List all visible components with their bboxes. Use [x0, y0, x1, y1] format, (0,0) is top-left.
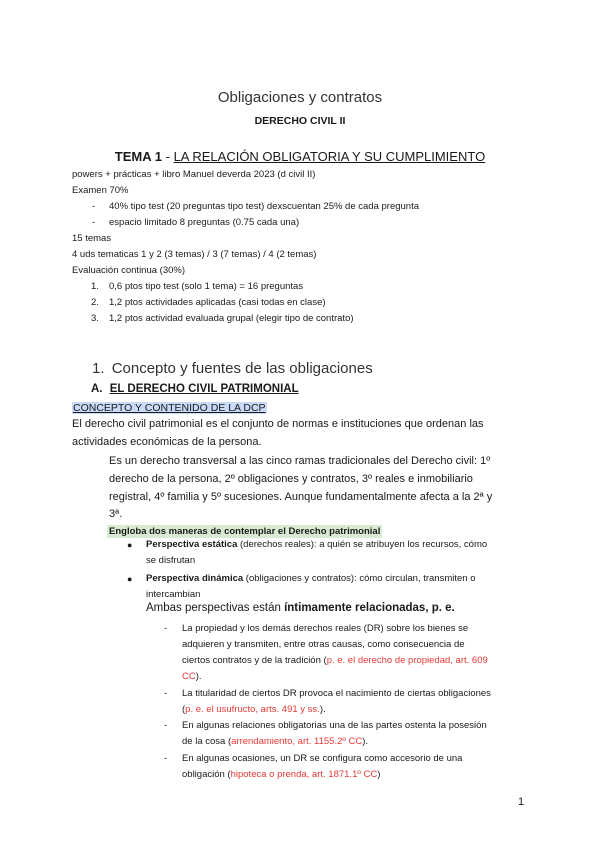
bullet-dot-icon: ● [127, 540, 133, 550]
dash-bullet: - [164, 753, 168, 764]
legal-reference: hipoteca o prenda, art. 1871.1º CC [230, 769, 378, 780]
perspective-name: Perspectiva dinámica [146, 573, 244, 584]
section-heading [92, 360, 373, 377]
perspective-desc: (derechos reales): a quién se atribuyen los recursos, cómo [237, 539, 488, 550]
example-line: La titularidad de ciertos DR provoca el nacimiento de ciertas obligaciones [182, 688, 491, 699]
eval-item-number: 3. [91, 313, 99, 324]
section-title: Concepto y fuentes de las obligaciones [111, 360, 373, 377]
tema-separator: - [162, 149, 174, 164]
dash-bullet: - [164, 623, 168, 634]
example-line [182, 653, 488, 669]
exam-item: 40% tipo test (20 preguntas tipo test) dexscuentan 25% de cada pregunta [109, 201, 420, 212]
temas-count: 15 temas [72, 233, 112, 244]
paragraph-line: El derecho civil patrimonial es el conjunto de normas e instituciones que ordenan las [72, 418, 484, 430]
example-line: En algunas relaciones obligatorias una de las partes ostenta la posesión [182, 720, 487, 731]
perspective-name: Perspectiva estática [146, 539, 238, 550]
subsection-heading [91, 383, 299, 395]
exam-label: Examen 70% [72, 185, 129, 196]
dash-bullet: - [92, 201, 96, 212]
dash-bullet: - [92, 217, 96, 228]
legal-reference: CC [182, 671, 196, 682]
eval-item: 1,2 ptos actividades aplicadas (casi todas en clase) [109, 297, 326, 308]
dcp-heading: CONCEPTO Y CONTENIDO DE LA DCP [73, 402, 266, 414]
example-line: La propiedad y los demás derechos reales (DR) sobre los bienes se [182, 623, 469, 634]
perspective-item [146, 537, 487, 553]
section-number: 1. [92, 360, 105, 377]
example-line [182, 734, 368, 750]
eval-item-number: 2. [91, 297, 99, 308]
dash-bullet: - [164, 720, 168, 731]
document-title: Obligaciones y contratos [217, 89, 383, 106]
dash-bullet: - [164, 688, 168, 699]
eval-label: Evaluación continua (30%) [72, 265, 186, 276]
perspective-desc-cont: intercambian [146, 589, 201, 600]
example-text: ) [377, 769, 381, 780]
page-number: 1 [518, 796, 525, 808]
example-text: ). [362, 736, 369, 747]
engloba-text: Engloba dos maneras de contemplar el Derecho patrimonial [109, 526, 381, 537]
eval-item: 1,2 ptos actividad evaluada grupal (elegir tipo de contrato) [109, 313, 354, 324]
legal-reference: arrendamiento, art. 1155.2º CC [231, 736, 363, 747]
ambas-line [146, 602, 455, 614]
subject-title: DERECHO CIVIL II [254, 115, 346, 127]
example-text: ( [182, 704, 186, 715]
example-text: de la cosa ( [182, 736, 232, 747]
paragraph-line: 3ª. [109, 508, 123, 520]
paragraph-line: derecho de la persona, 2º obligaciones y contratos, 3º reales e inmobiliario [109, 473, 473, 485]
notes-sources: powers + prácticas + libro Manuel deverda 2023 (d civil II) [72, 169, 316, 180]
legal-reference: p. e. el derecho de propiedad, art. 609 [326, 655, 488, 666]
bullet-dot-icon: ● [127, 574, 133, 584]
tema-title: LA RELACIÓN OBLIGATORIA Y SU CUMPLIMIENTO [173, 149, 486, 164]
example-line: adquieren y transmiten, entre otras causas, como consecuencia de [182, 639, 465, 650]
subsection-letter: A. [91, 383, 103, 395]
perspective-item [146, 571, 476, 587]
example-line [182, 669, 202, 685]
units-line: 4 uds tematicas 1 y 2 (3 temas) / 3 (7 temas) / 4 (2 temas) [72, 249, 317, 260]
example-text: ciertos contratos y de la tradición ( [182, 655, 327, 666]
example-text: ). [195, 671, 202, 682]
tema-heading [0, 149, 600, 164]
legal-reference: p. e. el usufructo, arts. 491 y ss. [185, 704, 320, 715]
example-text: ). [319, 704, 326, 715]
paragraph-line: actividades económicas de la persona. [72, 436, 262, 448]
example-line [182, 702, 326, 718]
example-line [182, 767, 380, 783]
perspective-desc: (obligaciones y contratos): cómo circulan, transmiten o [243, 573, 476, 584]
paragraph-line: registral, 4º familia y 5º sucesiones. Aunque fundamentalmente afecta a la 2ª y [109, 491, 493, 503]
exam-item: espacio limitado 8 preguntas (0.75 cada una) [109, 217, 300, 228]
ambas-prefix: Ambas perspectivas están [146, 602, 285, 614]
eval-item-number: 1. [91, 281, 99, 292]
example-line: En algunas ocasiones, un DR se configura como accesorio de una [182, 753, 463, 764]
example-text: obligación ( [182, 769, 231, 780]
ambas-bold: íntimamente relacionadas, p. e. [284, 602, 455, 614]
eval-item: 0,6 ptos tipo test (solo 1 tema) = 16 preguntas [109, 281, 304, 292]
perspective-desc-cont: se disfrutan [146, 555, 196, 566]
paragraph-line: Es un derecho transversal a las cinco ramas tradicionales del Derecho civil: 1º [109, 455, 491, 467]
tema-label: TEMA 1 [114, 149, 162, 164]
subsection-title: EL DERECHO CIVIL PATRIMONIAL [109, 383, 299, 395]
